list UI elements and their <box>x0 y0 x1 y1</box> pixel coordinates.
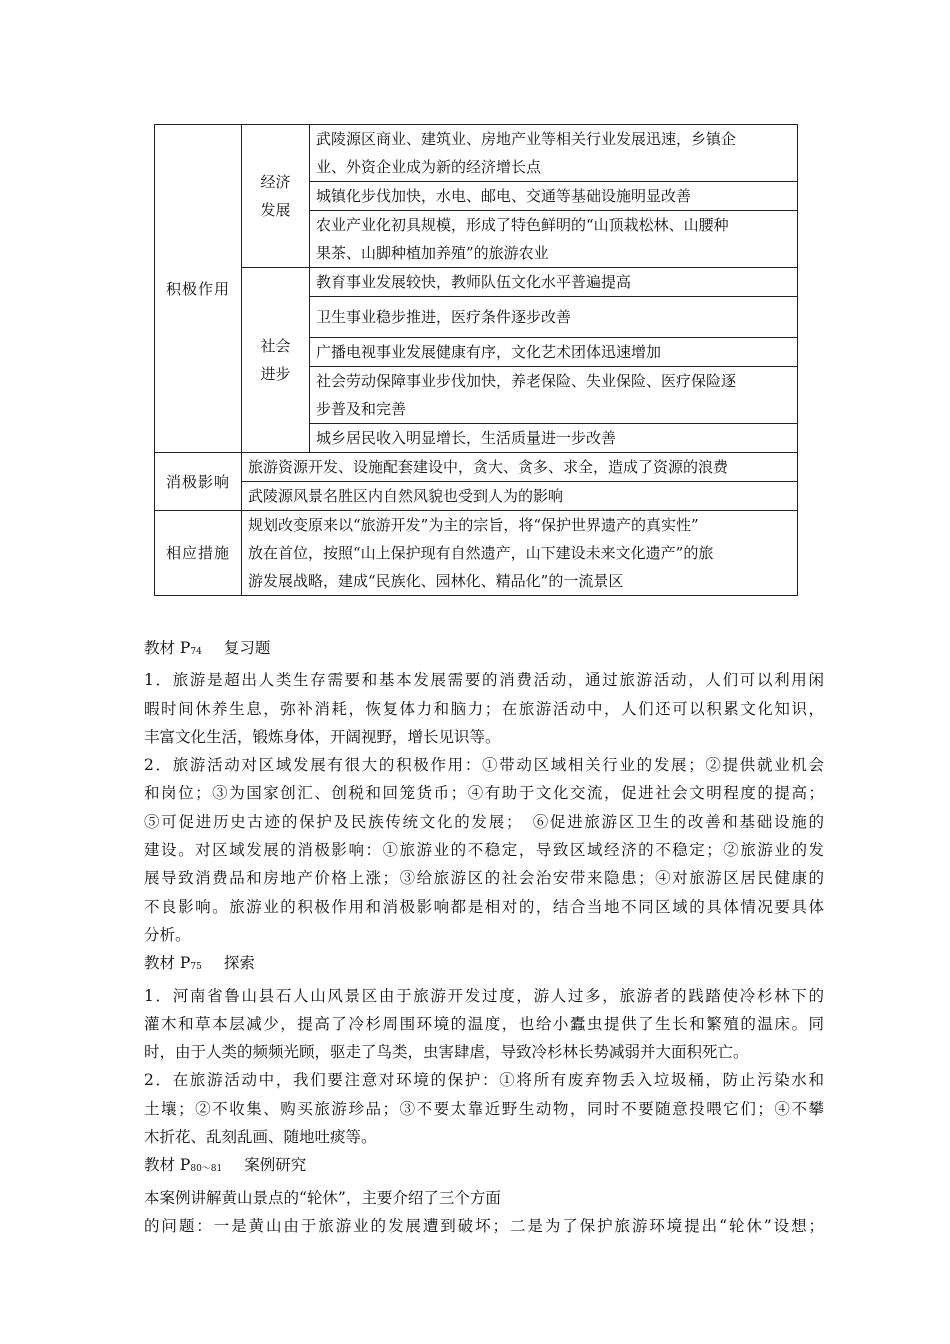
table-row <box>155 125 798 182</box>
table-row <box>155 482 798 511</box>
section-heading: 教材 $P_{74}$ 复习题 <box>144 639 271 657</box>
table-row <box>155 268 798 297</box>
social-progress-label: 社会 进步 <box>242 268 310 453</box>
wulingyuan-impact-table <box>154 124 798 596</box>
table-row <box>155 453 798 482</box>
measures-item: 规划改变原来以“旅游开发”为主的宗旨，将“保护世界遗产的真实性” 放在首位，按照“山上保护现有自然遗产，山下建设未来文化遗产”的旅 游发展战略，建成“民族化、园林化、精品化”的一流景区 <box>242 511 798 596</box>
social-item: 城乡居民收入明显增长，生活质量进一步改善 <box>310 424 798 453</box>
economic-item: 武陵源区商业、建筑业、房地产业等相关行业发展迅速，乡镇企 业、外资企业成为新的经济增长点 <box>310 125 798 182</box>
paragraph: 1．河南省鲁山县石人山风景区由于旅游开发过度，游人过多，旅游者的践踏使冷杉林下的 灌木和草本层减少，提高了冷杉周围环境的温度，也给小蠹虫提供了生长和繁殖的温床。同 时，由于人类的频频光顾，驱走了鸟类，虫害肆虐，导致冷杉林长势减弱并大面积死亡。 <box>144 986 824 1062</box>
paragraph: 1．旅游是超出人类生存需要和基本发展需要的消费活动，通过旅游活动，人们可以利用闲 暇时间休养生息，弥补消耗，恢复体力和脑力；在旅游活动中，人们还可以积累文化知识， 丰富文化生活，锻炼身体，开阔视野，增长见识等。 <box>144 671 824 746</box>
economic-development-label: 经济 发展 <box>242 125 310 268</box>
social-item: 卫生事业稳步推进，医疗条件逐步改善 <box>310 297 798 338</box>
paragraph: 2．旅游活动对区域发展有很大的积极作用：①带动区域相关行业的发展；②提供就业机会 和岗位；③为国家创汇、创税和回笼货币；④有助于文化交流，促进社会文明程度的提高； ⑤可促进历史古迹的保护及民族传统文化的发展； ⑥促进旅游区卫生的改善和基础设施的 建设。对区域发展的消极影响：①旅游业的不稳定，导致区域经济的不稳定；②旅游业的发 展导致消费品和房地产价格上涨；③给旅游区的社会治安带来隐患；④对旅游区居民健康的 不良影响。旅游业的积极作用和消极影响都是相对的，结合当地不同区域的具体情况要具体 分析。 <box>144 756 824 944</box>
negative-effects-label: 消极影响 <box>155 453 242 511</box>
economic-item: 城镇化步伐加快，水电、邮电、交通等基础设施明显改善 <box>310 182 798 211</box>
economic-item: 农业产业化初具规模，形成了特色鲜明的“山顶栽松林、山腰种 果茶、山脚种植加养殖”的旅游农业 <box>310 211 798 268</box>
table-row <box>155 511 798 596</box>
social-item: 社会劳动保障事业步伐加快，养老保险、失业保险、医疗保险逐 步普及和完善 <box>310 367 798 424</box>
paragraph: 2．在旅游活动中，我们要注意对环境的保护：①将所有废弃物丢入垃圾桶，防止污染水和 土壤；②不收集、购买旅游珍品；③不要太靠近野生动物，同时不要随意投喂它们；④不攀 木折花、乱刻乱画、随地吐痰等。 <box>144 1071 824 1147</box>
measures-label: 相应措施 <box>155 511 242 596</box>
negative-item: 武陵源风景名胜区内自然风貌也受到人为的影响 <box>242 482 798 511</box>
section-heading: 教材 $P_{80\sim 81}$ 案例研究 <box>144 1156 307 1175</box>
negative-item: 旅游资源开发、设施配套建设中，贪大、贪多、求全，造成了资源的浪费 <box>242 453 798 482</box>
social-item: 广播电视事业发展健康有序，文化艺术团体迅速增加 <box>310 338 798 367</box>
section-heading: 教材 $P_{75}$ 探索 <box>144 954 255 973</box>
positive-effects-label: 积极作用 <box>155 125 242 453</box>
social-item: 教育事业发展较快，教师队伍文化水平普遍提高 <box>310 268 798 297</box>
paragraph: 本案例讲解黄山景点的“轮休”，主要介绍了三个方面 的问题：一是黄山由于旅游业的发展遭到破坏；二是为了保护旅游环境提出“轮休”设想； <box>144 1188 824 1235</box>
body-text <box>144 634 824 1240</box>
